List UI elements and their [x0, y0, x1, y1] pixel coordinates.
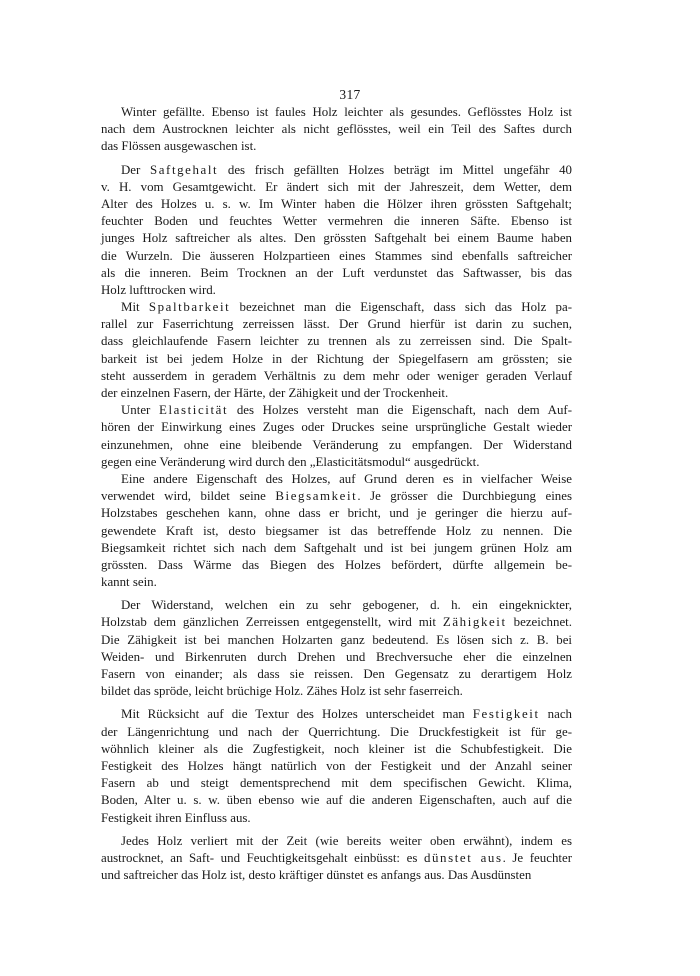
spaced-term: dünstet aus: [423, 850, 503, 865]
text-line: Festigkeit des Holzes hängt natürlich von der Festigkeit und der Anzahl seiner: [101, 758, 572, 773]
text-line: steht ausserdem in geradem Verhältnis zu dem mehr oder weniger geraden Verlauf: [101, 368, 572, 383]
text-line: einzunehmen, ohne eine bleibende Veränderung zu empfangen. Der Widerstand: [101, 437, 572, 452]
body-text: [101, 104, 572, 884]
text-segment: austrocknet, an Saft- und Feuchtigkeitsgehalt einbüsst: es: [101, 850, 424, 865]
paragraph: [101, 597, 572, 700]
paragraph: [101, 833, 572, 885]
spaced-term: Elasticität: [159, 403, 229, 418]
text-line: [101, 402, 572, 419]
spaced-term: Spaltbarkeit: [148, 300, 231, 315]
text-line: hören der Einwirkung eines Zuges oder Druckes seine ursprüngliche Gestalt wieder: [101, 420, 572, 435]
text-line: der Längenrichtung und nach der Querrichtung. Die Druckfestigkeit ist für ge-: [101, 724, 572, 739]
text-line: als die inneren. Beim Trocknen an der Luft verdunstet das Saftwasser, bis das: [101, 265, 572, 280]
text-segment: Mit Rücksicht auf die Textur des Holzes unterscheidet man: [121, 707, 473, 722]
text-line: feuchter Boden und feuchtes Wetter vermehren die inneren Säfte. Ebenso ist: [101, 214, 572, 229]
text-line: wöhnlich kleiner als die Zugfestigkeit, noch kleiner ist die Schubfestigkeit. Die: [101, 741, 572, 756]
spaced-term: Saftgehalt: [149, 162, 219, 177]
text-line: [101, 614, 572, 631]
text-line: Boden, Alter u. s. w. üben ebenso wie auf die anderen Eigenschaften, auch auf die: [101, 793, 572, 808]
text-line: Holz lufttrocken wird.: [101, 282, 216, 297]
text-line: Biegsamkeit richtet sich nach dem Saftgehalt und ist bei jungem grünen Holz am: [101, 540, 572, 555]
text-line: Eine andere Eigenschaft des Holzes, auf Grund deren es in vielfacher Weise: [121, 471, 572, 486]
text-line: nach dem Austrocknen leichter als nicht geflösstes, weil ein Teil des Saftes durch: [101, 122, 572, 137]
text-line: Holzstabes geschehen kann, ohne dass er bricht, und je geringer die hierzu auf-: [101, 506, 572, 521]
text-line: kannt sein.: [101, 575, 157, 590]
text-line: rallel zur Faserrichtung zerreissen lässt. Der Grund hierfür ist darin zu suchen,: [101, 317, 572, 332]
text-line: junges Holz saftreicher als altes. Den grössten Saftgehalt bei einem Baume haben: [101, 231, 572, 246]
paragraph: [101, 162, 572, 300]
text-segment: Der: [121, 162, 150, 177]
text-line: [101, 299, 572, 316]
text-line: Die Zähigkeit ist bei manchen Holzarten ganz bedeutend. Es lösen sich z. B. bei: [101, 632, 572, 647]
paragraph: [101, 402, 572, 471]
text-line: gewendete Kraft ist, desto biegsamer ist das betreffende Holz zu nennen. Die: [101, 523, 572, 538]
text-line: Alter des Holzes u. s. w. Im Winter haben die Hölzer ihren grössten Saftgehalt;: [101, 196, 572, 211]
text-line: Der Widerstand, welchen ein zu sehr gebogener, d. h. ein eingeknickter,: [121, 598, 572, 613]
paragraph: [101, 299, 572, 402]
text-line: v. H. vom Gesamtgewicht. Er ändert sich mit der Jahreszeit, dem Wetter, dem: [101, 179, 572, 194]
text-line: [101, 850, 572, 867]
spaced-term: Biegsamkeit: [275, 489, 358, 504]
text-line: barkeit ist bei jedem Holze in der Richtung der Spiegelfasern am grössten; sie: [101, 351, 572, 366]
text-segment: bezeichnet man die Eigenschaft, dass sich das Holz pa-: [230, 300, 572, 315]
text-line: der einzelnen Fasern, der Härte, der Zähigkeit und der Trockenheit.: [101, 386, 449, 400]
page-number: 317: [339, 87, 361, 102]
text-line: grössten. Dass Wärme das Biegen des Holzes befördert, dürfte allgemein be-: [101, 557, 572, 572]
text-line: bildet das spröde, leicht brüchige Holz. Zähes Holz ist sehr faserreich.: [101, 684, 463, 699]
text-line: [101, 488, 572, 505]
text-line: Fasern ab und steigt dementsprechend mit dem specifischen Gewicht. Klima,: [101, 776, 572, 791]
text-segment: . Je feuchter: [502, 850, 572, 865]
text-segment: bezeichnet.: [506, 615, 572, 630]
text-segment: . Je grösser die Durchbiegung eines: [357, 489, 572, 504]
text-line: Winter gefällte. Ebenso ist faules Holz leichter als gesundes. Geflösstes Holz ist: [121, 105, 572, 119]
paragraph: [101, 471, 572, 591]
text-segment: Holzstab dem gänzlichen Zerreissen entgegenstellt, wird mit: [101, 615, 443, 630]
text-segment: Unter: [121, 403, 160, 418]
text-line: und saftreicher das Holz ist, desto kräftiger dünstet es anfangs aus. Das Ausdünsten: [101, 868, 532, 883]
text-line: [101, 706, 572, 723]
text-line: Weiden- und Birkenruten durch Drehen und Brechversuche eher die einzelnen: [101, 649, 572, 664]
text-line: Jedes Holz verliert mit der Zeit (wie bereits weiter oben erwähnt), indem es: [121, 833, 572, 848]
text-line: Fasern von einander; als dass sie reissen. Den Gegensatz zu derartigem Holz: [101, 667, 572, 681]
text-segment: nach: [539, 707, 573, 722]
text-segment: des Holzes versteht man die Eigenschaft, nach dem Auf-: [228, 403, 572, 418]
text-line: [101, 162, 572, 179]
text-line: das Flössen ausgewaschen ist.: [101, 139, 257, 154]
spaced-term: Zähigkeit: [442, 615, 507, 630]
text-segment: des frisch gefällten Holzes beträgt im Mittel ungefähr 40: [218, 162, 572, 177]
text-line: gegen eine Veränderung wird durch den „Elasticitätsmodul“ ausgedrückt.: [101, 454, 480, 469]
text-segment: Mit: [121, 300, 149, 315]
text-line: dass gleichlaufende Fasern leichter zu trennen als zu zerreissen sind. Die Spalt-: [101, 334, 572, 349]
text-line: Festigkeit ihren Einfluss aus.: [101, 810, 251, 825]
paragraph: [101, 706, 572, 826]
spaced-term: Festigkeit: [472, 707, 540, 722]
paragraph: [101, 104, 572, 156]
text-segment: verwendet wird, bildet seine: [101, 489, 276, 504]
text-line: die Wurzeln. Die äusseren Holzpartieen eines Stammes sind ebenfalls saftreicher: [101, 248, 572, 263]
